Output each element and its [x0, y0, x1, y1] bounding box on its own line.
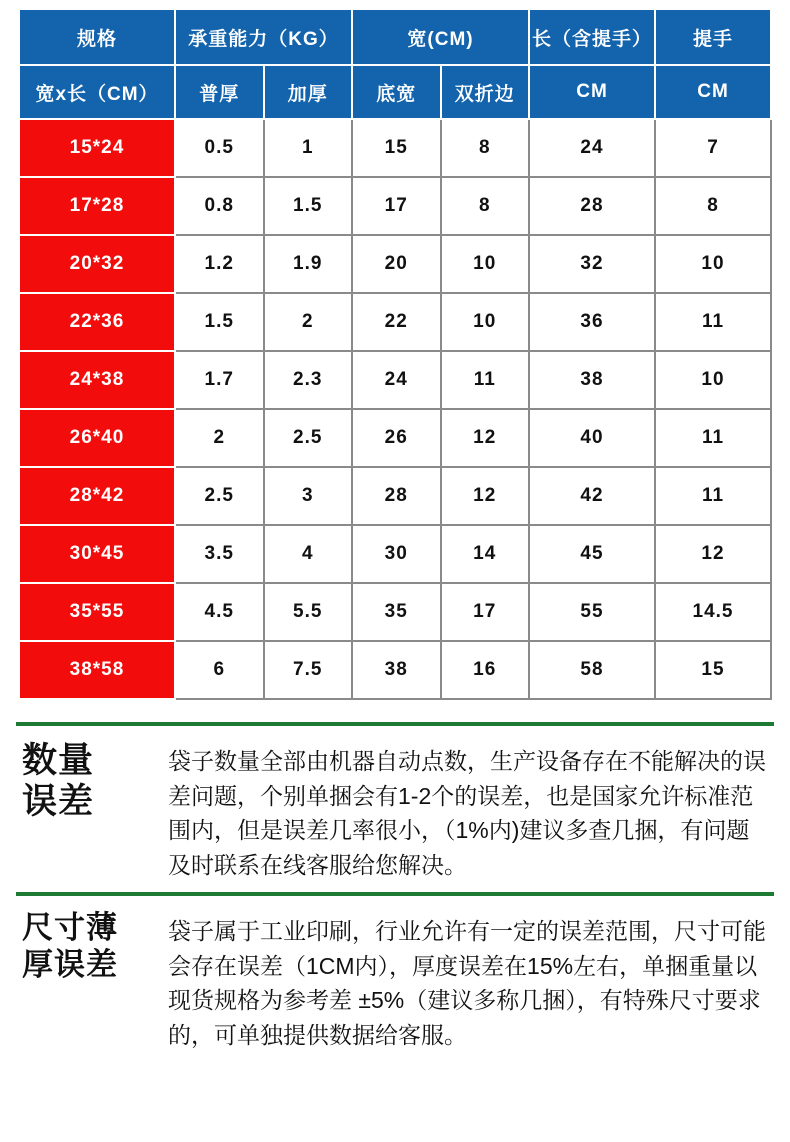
row-fold: 10 — [441, 235, 530, 293]
note-quantity-tolerance — [16, 726, 774, 892]
row-handle: 11 — [655, 293, 771, 351]
row-bottom: 30 — [352, 525, 441, 583]
row-normal: 1.5 — [175, 293, 264, 351]
table-header-row-2 — [19, 65, 771, 119]
row-normal: 4.5 — [175, 583, 264, 641]
row-spec: 28*42 — [19, 467, 175, 525]
row-spec: 26*40 — [19, 409, 175, 467]
row-fold: 8 — [441, 177, 530, 235]
table-row — [19, 409, 771, 467]
row-fold: 12 — [441, 409, 530, 467]
row-fold: 12 — [441, 467, 530, 525]
row-fold: 14 — [441, 525, 530, 583]
row-fold: 11 — [441, 351, 530, 409]
row-length: 36 — [529, 293, 655, 351]
row-bottom: 24 — [352, 351, 441, 409]
subheader-handle-cm: CM — [655, 65, 771, 119]
row-normal: 6 — [175, 641, 264, 699]
note-title-line2: 误差 — [22, 782, 95, 822]
row-bottom: 26 — [352, 409, 441, 467]
row-handle: 15 — [655, 641, 771, 699]
row-spec: 24*38 — [19, 351, 175, 409]
subheader-length-cm: CM — [529, 65, 655, 119]
note-title-line2: 厚误差 — [22, 946, 118, 982]
note-title-size — [18, 910, 168, 983]
row-thick: 1 — [264, 119, 353, 177]
note-size-thickness-tolerance — [16, 896, 774, 1062]
table-header-row-1 — [19, 9, 771, 65]
header-width: 宽(CM) — [352, 9, 529, 65]
row-thick: 5.5 — [264, 583, 353, 641]
row-spec: 30*45 — [19, 525, 175, 583]
row-bottom: 28 — [352, 467, 441, 525]
header-handle: 提手 — [655, 9, 771, 65]
subheader-bottom-width: 底宽 — [352, 65, 441, 119]
row-spec: 35*55 — [19, 583, 175, 641]
note-title-line1: 尺寸薄 — [22, 910, 118, 945]
row-thick: 7.5 — [264, 641, 353, 699]
row-normal: 0.8 — [175, 177, 264, 235]
row-length: 42 — [529, 467, 655, 525]
table-row — [19, 467, 771, 525]
row-handle: 10 — [655, 235, 771, 293]
row-spec: 20*32 — [19, 235, 175, 293]
row-handle: 11 — [655, 467, 771, 525]
row-handle: 10 — [655, 351, 771, 409]
table-row — [19, 235, 771, 293]
row-spec: 22*36 — [19, 293, 175, 351]
row-spec: 38*58 — [19, 641, 175, 699]
subheader-width-length: 宽x长（CM） — [19, 65, 175, 119]
row-length: 38 — [529, 351, 655, 409]
row-bottom: 35 — [352, 583, 441, 641]
row-handle: 7 — [655, 119, 771, 177]
row-fold: 16 — [441, 641, 530, 699]
row-length: 55 — [529, 583, 655, 641]
row-thick: 4 — [264, 525, 353, 583]
row-handle: 11 — [655, 409, 771, 467]
table-row — [19, 119, 771, 177]
row-thick: 1.9 — [264, 235, 353, 293]
row-bottom: 22 — [352, 293, 441, 351]
row-normal: 2.5 — [175, 467, 264, 525]
row-handle: 14.5 — [655, 583, 771, 641]
row-normal: 0.5 — [175, 119, 264, 177]
table-row — [19, 177, 771, 235]
row-normal: 1.7 — [175, 351, 264, 409]
table-row — [19, 525, 771, 583]
row-length: 24 — [529, 119, 655, 177]
note-body-quantity: 袋子数量全部由机器自动点数，生产设备存在不能解决的误差问题，个别单捆会有1-2个的误差，也是国家允许标准范围内，但是误差几率很小，（1%内)建议多查几捆，有问题及时联系在线客服给您解决。 — [168, 748, 766, 878]
row-spec: 17*28 — [19, 177, 175, 235]
row-length: 58 — [529, 641, 655, 699]
subheader-double-fold: 双折边 — [441, 65, 530, 119]
row-thick: 1.5 — [264, 177, 353, 235]
row-handle: 12 — [655, 525, 771, 583]
row-length: 40 — [529, 409, 655, 467]
note-title-line1: 数量 — [22, 741, 95, 780]
row-thick: 2 — [264, 293, 353, 351]
row-length: 28 — [529, 177, 655, 235]
row-normal: 3.5 — [175, 525, 264, 583]
note-body-size: 袋子属于工业印刷，行业允许有一定的误差范围，尺寸可能会存在误差（1CM内），厚度误差在15%左右，单捆重量以现货规格为参考差 ±5%（建议多称几捆），有特殊尺寸要求的，可单独提供数据给客服。 — [168, 918, 766, 1048]
row-handle: 8 — [655, 177, 771, 235]
row-length: 45 — [529, 525, 655, 583]
row-bottom: 15 — [352, 119, 441, 177]
table-row — [19, 351, 771, 409]
row-fold: 8 — [441, 119, 530, 177]
note-title-quantity — [18, 740, 168, 823]
subheader-normal: 普厚 — [175, 65, 264, 119]
header-length: 长（含提手） — [529, 9, 655, 65]
header-load-capacity: 承重能力（KG） — [175, 9, 352, 65]
row-normal: 1.2 — [175, 235, 264, 293]
table-row — [19, 641, 771, 699]
row-thick: 3 — [264, 467, 353, 525]
notes-section — [0, 722, 790, 1062]
row-thick: 2.3 — [264, 351, 353, 409]
table-row — [19, 583, 771, 641]
row-bottom: 38 — [352, 641, 441, 699]
row-bottom: 17 — [352, 177, 441, 235]
row-bottom: 20 — [352, 235, 441, 293]
row-normal: 2 — [175, 409, 264, 467]
row-fold: 17 — [441, 583, 530, 641]
row-fold: 10 — [441, 293, 530, 351]
header-spec: 规格 — [19, 9, 175, 65]
row-length: 32 — [529, 235, 655, 293]
table-row — [19, 293, 771, 351]
specification-table — [18, 8, 772, 700]
subheader-thick: 加厚 — [264, 65, 353, 119]
row-spec: 15*24 — [19, 119, 175, 177]
row-thick: 2.5 — [264, 409, 353, 467]
